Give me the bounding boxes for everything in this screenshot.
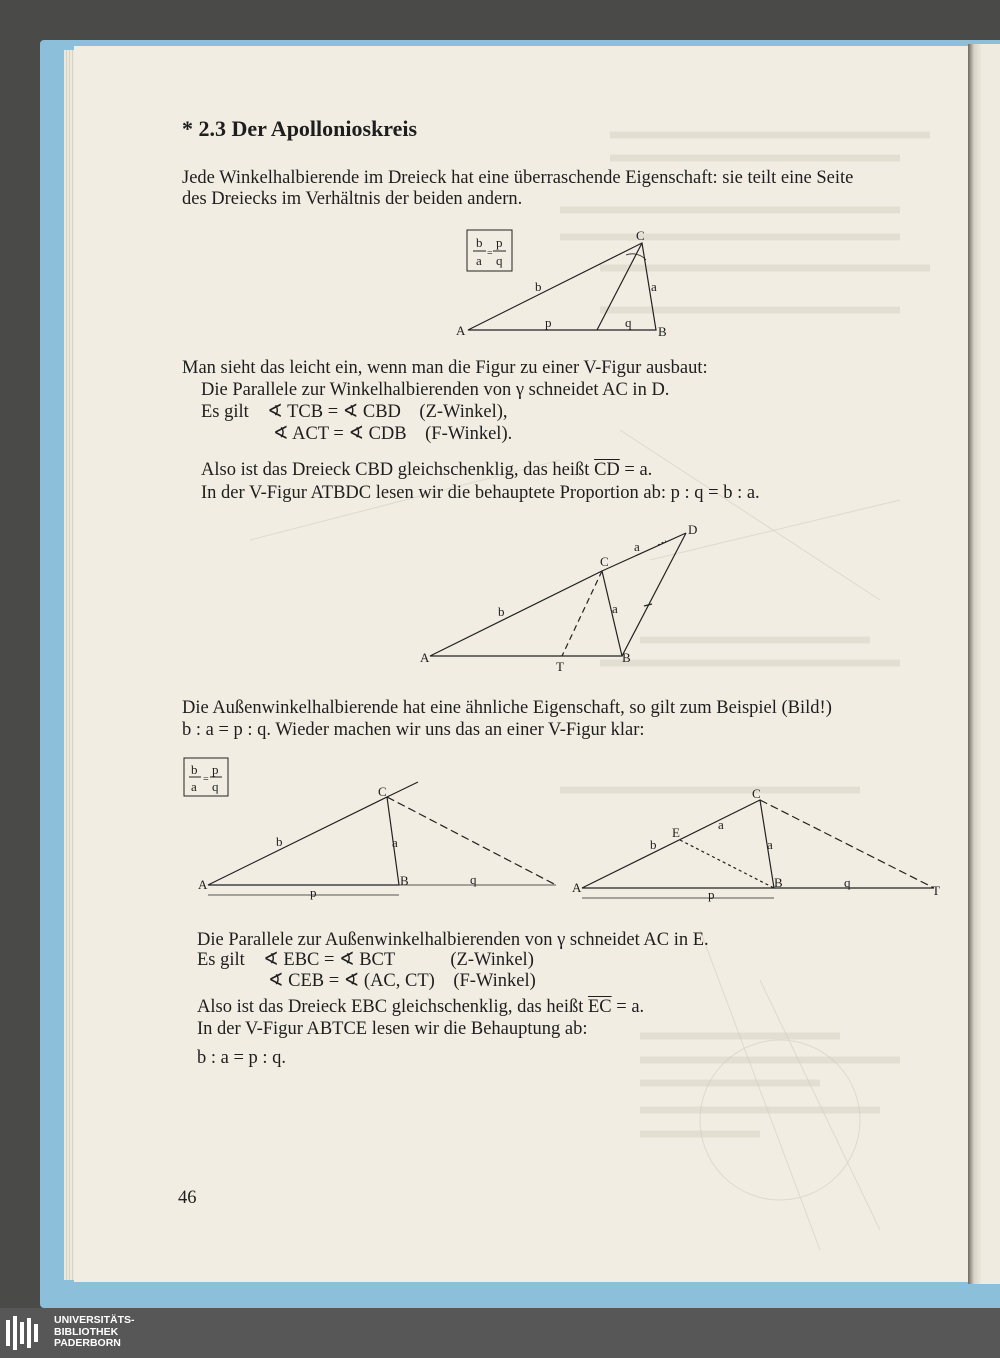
label-B2: B: [622, 650, 631, 665]
triangle-left: [208, 797, 399, 885]
label-a3: a: [392, 835, 398, 850]
label-A4: A: [572, 880, 582, 895]
label-C2: C: [600, 554, 609, 569]
label-A: A: [456, 323, 466, 338]
para1-line-1: Man sieht das leicht ein, wenn man die Figur zu einer V-Figur ausbaut:: [182, 358, 708, 378]
intro-line-1: Jede Winkelhalbierende im Dreieck hat eine überraschende Eigenschaft: sie teilt eine Seite: [182, 168, 854, 188]
para3-line-1: Die Parallele zur Außenwinkelhalbierenden von γ schneidet AC in E.: [197, 930, 709, 950]
label-B: B: [658, 324, 667, 339]
label-b3: b: [276, 834, 283, 849]
section-heading: * 2.3 Der Apollonioskreis: [182, 116, 418, 141]
label-T2: T: [556, 659, 564, 674]
label-A3: A: [198, 877, 208, 892]
label-A2: A: [420, 650, 430, 665]
para1-line-2: Die Parallele zur Winkelhalbierenden von γ schneidet AC in D.: [201, 380, 670, 400]
triangle-right: [582, 800, 774, 888]
frac1-a: a: [476, 253, 482, 268]
segment-CD: $\overline{CD}$: [594, 460, 620, 480]
para1-line-4: ∢ ACT = ∢ CDB (F-Winkel).: [273, 424, 513, 444]
frac2-p: p: [212, 762, 219, 777]
label-q4: q: [844, 875, 851, 890]
label-B4: B: [774, 875, 783, 890]
label-E4: E: [672, 825, 680, 840]
segment-EC: $\overline{EC}$: [588, 997, 612, 1017]
label-q: q: [625, 315, 632, 330]
label-p: p: [545, 315, 552, 330]
frac1-eq: =: [487, 248, 493, 259]
para3-line-5: In der V-Figur ABTCE lesen wir die Behauptung ab:: [197, 1019, 588, 1039]
library-logo-icon: [6, 1316, 46, 1350]
para3-line-2: Es gilt ∢ EBC = ∢ BCT (Z-Winkel): [197, 950, 534, 970]
label-p4: p: [708, 887, 715, 902]
frac1-p: p: [496, 235, 503, 250]
label-p3: p: [310, 885, 317, 900]
frac2-a: a: [191, 779, 197, 794]
label-a2: a: [612, 601, 618, 616]
label-C: C: [636, 228, 645, 243]
frac2-q: q: [212, 779, 219, 794]
para3-line-6: b : a = p : q.: [197, 1048, 287, 1068]
frac1-b: b: [476, 235, 483, 250]
para3-line-3: ∢ CEB = ∢ (AC, CT) (F-Winkel): [268, 971, 536, 991]
para1-line-5: Also ist das Dreieck CBD gleichschenklig, das heißt $\overline{CD} = a$.: [201, 460, 653, 480]
label-C4: C: [752, 786, 761, 801]
label-a4-top: a: [718, 817, 724, 832]
para3-line-4: Also ist das Dreieck EBC gleichschenklig, das heißt $\overline{EC} = a$.: [197, 997, 645, 1017]
frac2-eq: =: [203, 774, 209, 785]
label-D2: D: [688, 522, 698, 537]
frac2-b: b: [191, 762, 198, 777]
library-name: UNIVERSITÄTS- BIBLIOTHEK PADERBORN: [54, 1314, 135, 1349]
frac1-q: q: [496, 253, 503, 268]
para2-line-2: b : a = p : q. Wieder machen wir uns das an einer V-Figur klar:: [182, 720, 645, 740]
para1-line-3: Es gilt ∢ TCB = ∢ CBD (Z-Winkel),: [201, 402, 508, 422]
label-b: b: [535, 279, 542, 294]
parallel-EB: [680, 840, 774, 888]
label-b4: b: [650, 837, 657, 852]
para1-line-6: In der V-Figur ATBDC lesen wir die behauptete Proportion ab: p : q = b : a.: [201, 483, 760, 503]
label-T4: T: [932, 883, 940, 898]
library-footer: [0, 1308, 1000, 1358]
label-C3: C: [378, 784, 387, 799]
label-b2: b: [498, 604, 505, 619]
label-a4: a: [767, 837, 773, 852]
intro-line-2: des Dreiecks im Verhältnis der beiden andern.: [182, 189, 523, 209]
page-number: 46: [178, 1188, 197, 1208]
para2-line-1: Die Außenwinkelhalbierende hat eine ähnliche Eigenschaft, so gilt zum Beispiel (Bild!): [182, 698, 832, 718]
label-a2-ext: a: [634, 539, 640, 554]
label-a: a: [651, 279, 657, 294]
label-q3: q: [470, 872, 477, 887]
label-B3: B: [400, 873, 409, 888]
